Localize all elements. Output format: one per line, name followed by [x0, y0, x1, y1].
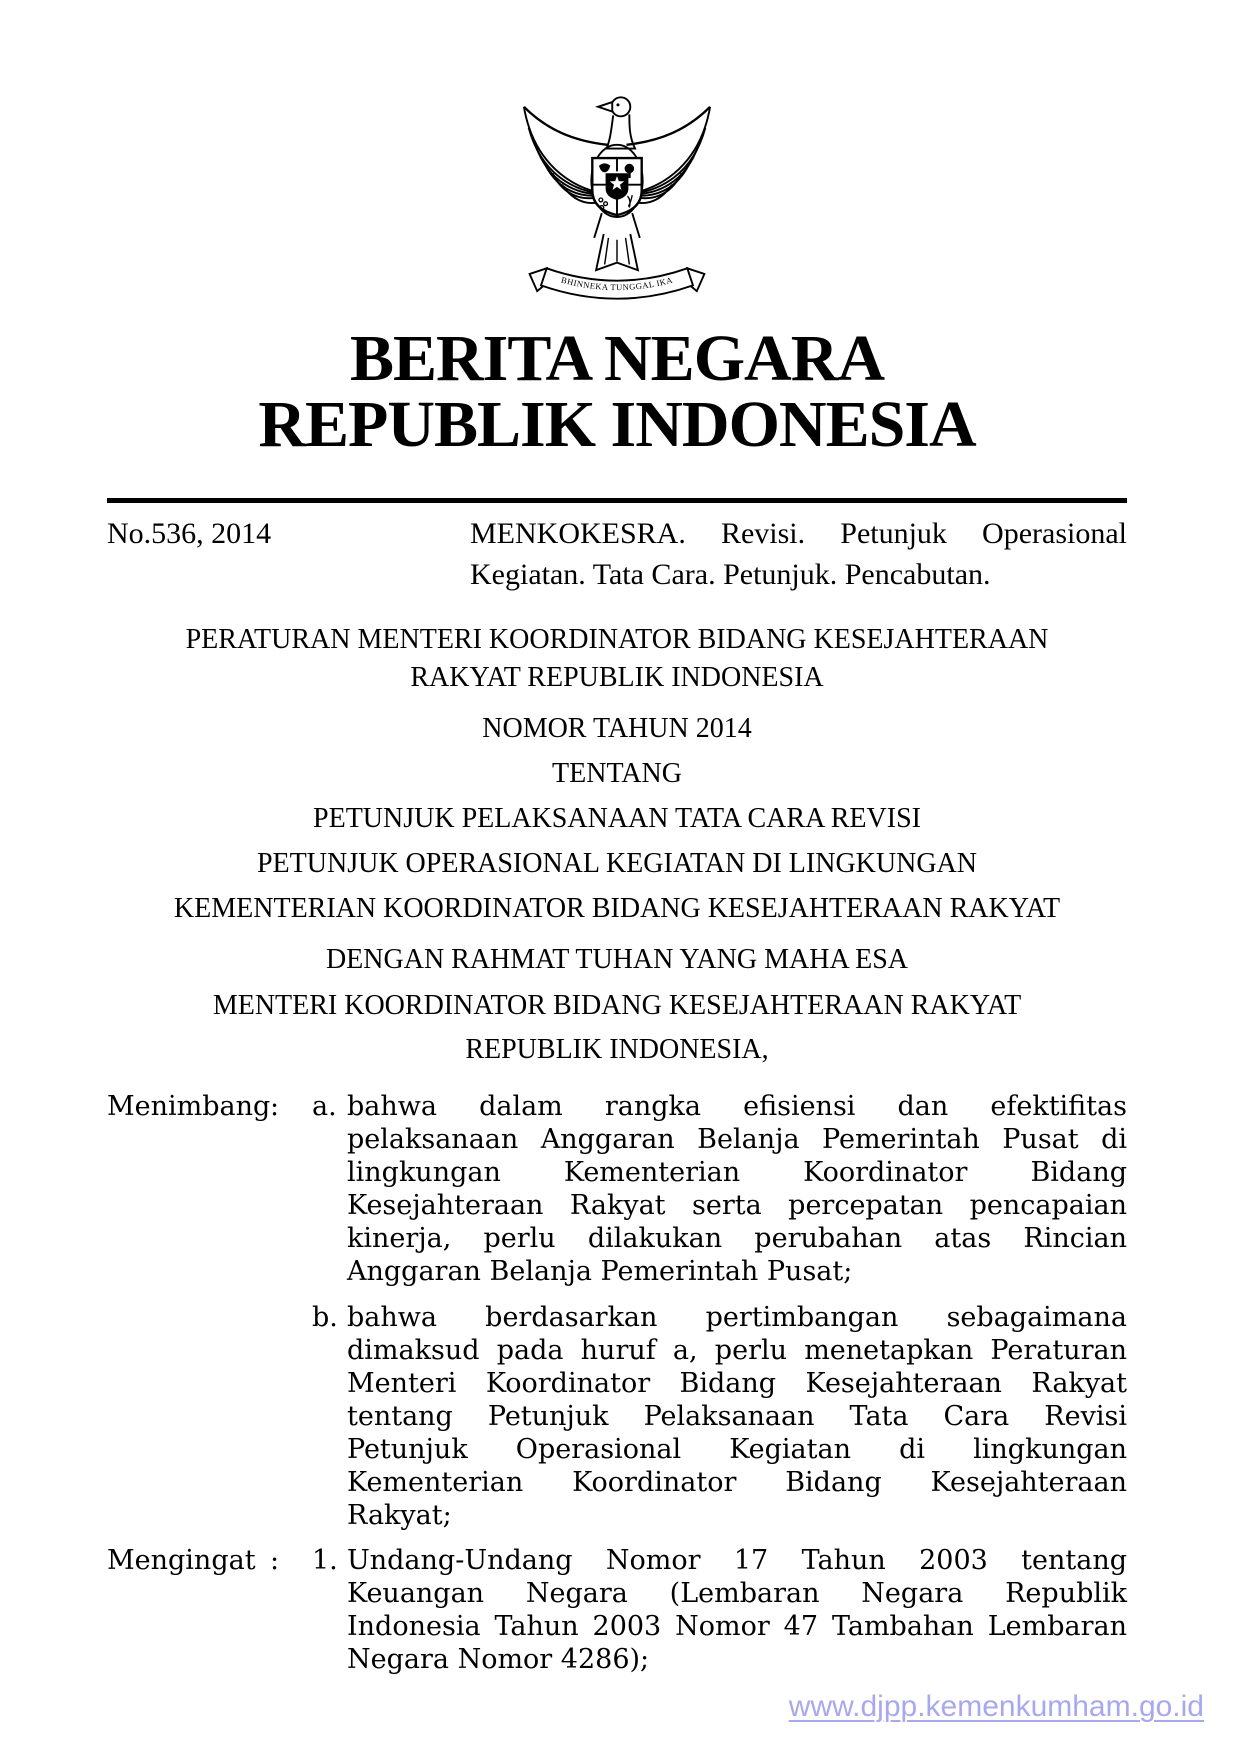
- text-line: lingkungan Kementerian Koordinator Bidang: [347, 1157, 1127, 1188]
- masthead-divider: [107, 498, 1127, 503]
- text-line: Kementerian Koordinator Bidang Kesejahteraan: [347, 1467, 1127, 1498]
- text-line: Kegiatan. Tata Cara. Petunjuk. Pencabutan.: [470, 558, 991, 591]
- text-line: tentang Petunjuk Pelaksanaan Tata Cara Revisi: [347, 1401, 1127, 1432]
- text-line: KEMENTERIAN KOORDINATOR BIDANG KESEJAHTERAAN RAKYAT: [173, 893, 1061, 924]
- regulation-title-issuer: [107, 621, 1127, 697]
- text-line: bahwa dalam rangka efisiensi dan efektifitas: [347, 1091, 1127, 1122]
- legal-basis-colon: :: [270, 1545, 280, 1576]
- legal-basis-section: [107, 1544, 1127, 1676]
- text-line: dimaksud pada huruf a, perlu menetapkan Peraturan: [347, 1335, 1127, 1366]
- text-line: Kesejahteraan Rakyat serta percepatan pencapaian: [347, 1190, 1127, 1221]
- text-line: NOMOR TAHUN 2014: [482, 713, 752, 744]
- text-line: TENTANG: [552, 758, 682, 789]
- text-line: Anggaran Belanja Pemerintah Pusat;: [347, 1256, 853, 1287]
- text-line: Negara Nomor 4286);: [347, 1644, 650, 1675]
- item-lines: [347, 1090, 1127, 1288]
- clause-item: [312, 1090, 1127, 1288]
- legal-basis-items: [312, 1544, 1127, 1676]
- garuda-pancasila-icon: [512, 84, 722, 312]
- item-marker: 1.: [312, 1545, 338, 1576]
- clause-item: [312, 1301, 1127, 1532]
- masthead-line1: BERITA NEGARA: [349, 322, 885, 395]
- considering-label: Menimbang: [107, 1091, 271, 1122]
- gazette-number: No.536, 2014: [107, 517, 272, 550]
- text-line: RAKYAT REPUBLIK INDONESIA: [410, 662, 824, 693]
- eagle-tail: [596, 234, 638, 270]
- emblem-container: [107, 0, 1127, 312]
- text-line: MENTERI KOORDINATOR BIDANG KESEJAHTERAAN RAKYAT: [212, 990, 1022, 1021]
- text-line: Keuangan Negara (Lembaran Negara Republik: [347, 1578, 1127, 1609]
- legal-basis-label: Mengingat: [107, 1545, 256, 1576]
- text-line: REPUBLIK INDONESIA,: [465, 1034, 769, 1065]
- regulation-title-subject: [107, 706, 1127, 931]
- considering-colon: :: [270, 1091, 280, 1122]
- text-line: bahwa berdasarkan pertimbangan sebagaimana: [347, 1302, 1127, 1333]
- eagle-head: [598, 97, 635, 148]
- considering-section: [107, 1090, 1127, 1532]
- gazette-subject: [470, 513, 1127, 595]
- pancasila-shield: [592, 158, 641, 215]
- motto-ribbon: [530, 268, 705, 298]
- text-line: Menteri Koordinator Bidang Kesejahteraan Rakyat: [347, 1368, 1127, 1399]
- text-line: Petunjuk Operasional Kegiatan di lingkungan: [347, 1434, 1127, 1465]
- text-line: pelaksanaan Anggaran Belanja Pemerintah Pusat di: [347, 1124, 1127, 1155]
- considering-items: [312, 1090, 1127, 1532]
- text-line: PERATURAN MENTERI KOORDINATOR BIDANG KESEJAHTERAAN: [185, 624, 1049, 655]
- text-line: kinerja, perlu dilakukan perubahan atas Rincian: [347, 1223, 1127, 1254]
- item-lines: [347, 1301, 1127, 1532]
- item-marker: a.: [312, 1091, 337, 1122]
- text-line: MENKOKESRA. Revisi. Petunjuk Operasional: [470, 517, 1127, 550]
- text-line: Indonesia Tahun 2003 Nomor 47 Tambahan Lembaran: [347, 1611, 1127, 1642]
- invocation-line: DENGAN RAHMAT TUHAN YANG MAHA ESA: [325, 944, 909, 975]
- masthead-line2: REPUBLIK INDONESIA: [258, 388, 976, 461]
- item-lines: [347, 1544, 1127, 1676]
- motto-text: BHINNEKA TUNGGAL IKA: [560, 274, 674, 293]
- clause-item: [312, 1544, 1127, 1676]
- masthead-title: [107, 322, 1127, 461]
- issuer-title: [107, 984, 1127, 1072]
- gazette-notice-row: [107, 513, 1127, 595]
- text-line: PETUNJUK OPERASIONAL KEGIATAN DI LINGKUNGAN: [256, 848, 977, 879]
- item-marker: b.: [312, 1302, 338, 1333]
- text-line: Undang-Undang Nomor 17 Tahun 2003 tentang: [347, 1545, 1127, 1576]
- text-line: PETUNJUK PELAKSANAAN TATA CARA REVISI: [313, 803, 921, 834]
- text-line: Rakyat;: [347, 1500, 452, 1531]
- footer-link[interactable]: www.djpp.kemenkumham.go.id: [788, 1690, 1204, 1723]
